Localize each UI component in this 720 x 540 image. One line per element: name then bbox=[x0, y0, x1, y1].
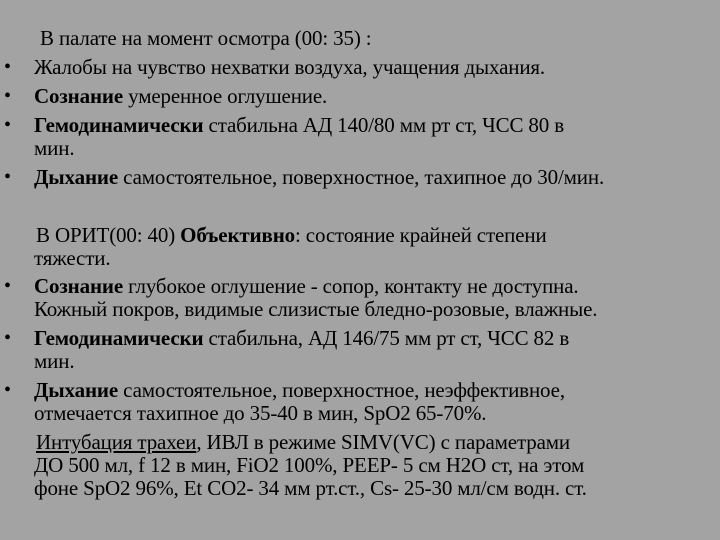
bullet: • bbox=[4, 379, 12, 401]
intubation-label: Интубация трахеи bbox=[36, 430, 197, 454]
bullet: • bbox=[4, 56, 12, 78]
intubation-text: , ИВЛ в режиме SIMV(VC) с параметрами bbox=[196, 430, 570, 454]
item-label: Гемодинамически bbox=[34, 326, 204, 350]
heading-suffix: : состояние крайней степени bbox=[295, 223, 547, 247]
item-label: Сознание bbox=[34, 84, 124, 108]
heading-prefix: В ОРИТ(00: 40) bbox=[36, 223, 181, 247]
item-continuation: мин. bbox=[34, 136, 75, 160]
list-item-consciousness bbox=[34, 84, 327, 108]
list-item-hemodynamics bbox=[34, 113, 564, 137]
list-item-consciousness-2 bbox=[34, 274, 579, 298]
item-text: самостоятельное, поверхностное, тахипное до 30/мин. bbox=[118, 165, 605, 189]
intubation-line-2: ДО 500 мл, f 12 в мин, FiO2 100%, PEEP- 5 см Н2О ст, на этом bbox=[34, 453, 585, 477]
bullet: • bbox=[4, 275, 12, 297]
item-continuation: мин. bbox=[34, 349, 75, 373]
bullet: • bbox=[4, 327, 12, 349]
intubation-line-3: фоне SpO2 96%, Et CO2- 34 мм рт.ст., Cs- 25-30 мл/см водн. ст. bbox=[34, 476, 587, 500]
bullet: • bbox=[4, 85, 12, 107]
item-label: Сознание bbox=[34, 274, 124, 298]
item-text: глубокое оглушение - сопор, контакту не доступна. bbox=[123, 274, 579, 298]
list-item-complaints bbox=[34, 55, 545, 79]
bullet: • bbox=[4, 166, 12, 188]
item-label: Дыхание bbox=[34, 378, 119, 402]
item-continuation: отмечается тахипное до 35-40 в мин, SpO2 65-70%. bbox=[34, 401, 487, 425]
heading-bold: Объективно bbox=[180, 223, 296, 247]
item-text: Жалобы на чувство нехватки воздуха, учащения дыхания. bbox=[34, 55, 546, 79]
intubation-line bbox=[36, 430, 570, 454]
item-continuation: Кожный покров, видимые слизистые бледно-розовые, влажные. bbox=[34, 297, 598, 321]
item-text: стабильна АД 140/80 мм рт ст, ЧСС 80 в bbox=[203, 113, 564, 137]
section2-heading bbox=[36, 223, 547, 247]
list-item-breathing bbox=[34, 165, 604, 189]
item-text: самостоятельное, поверхностное, неэффективное, bbox=[118, 378, 565, 402]
item-text: умеренное оглушение. bbox=[123, 84, 328, 108]
item-label: Дыхание bbox=[34, 165, 119, 189]
list-item-hemodynamics-2 bbox=[34, 326, 569, 350]
item-text: стабильна, АД 146/75 мм рт ст, ЧСС 82 в bbox=[203, 326, 570, 350]
item-label: Гемодинамически bbox=[34, 113, 204, 137]
bullet: • bbox=[4, 114, 12, 136]
heading-continuation: тяжести. bbox=[34, 246, 111, 270]
list-item-breathing-2 bbox=[34, 378, 565, 402]
section1-heading: В палате на момент осмотра (00: 35) : bbox=[40, 26, 372, 50]
